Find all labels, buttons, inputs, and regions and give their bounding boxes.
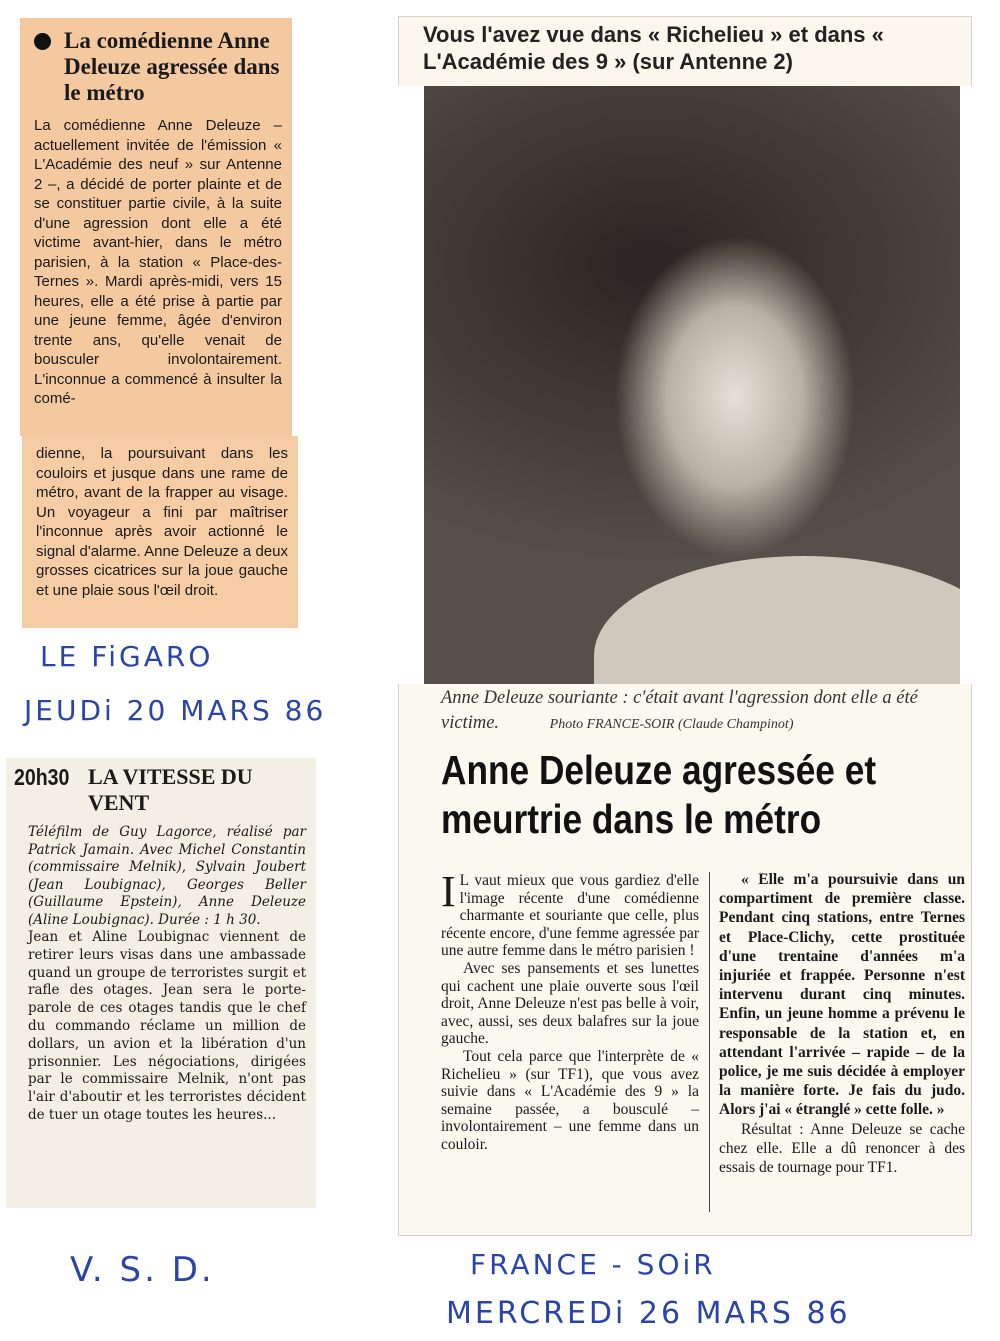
france-soir-header [398,16,972,86]
column-divider [709,872,710,1212]
figaro-article-text-2: dienne, la poursuivant dans les couloirs et jusque dans une rame de métro, avant de la frapper au visage. Un voyageur a fini par maîtriser l'inconnue après avoir actionné le signal d'alarme. Anne Deleuze a deux grosses cicatrices sur la joue gauche et une plaie sous l'œil droit. [36,445,288,599]
vsd-title-block [14,764,306,816]
photo-caption: Anne Deleuze souriante : c'était avant l'agression dont elle a été victime. [441,688,918,733]
handwritten-figaro-date: JEUDi 20 MARS 86 [24,694,327,727]
handwritten-fs-source: FRANCE - SOiR [470,1248,716,1281]
vsd-synopsis: Jean et Aline Loubignac viennent de retirer leurs visas dans une ambassade quand un groupe de terroristes surgit et rafle des otages. Jean sera le porte-parole de ces otages tandis que le chef du commando réclame un million de dollars, un avion et la libération d'un prisonnier. Les négociations, dirigées par le commissaire Melnik, n'ont pas l'air d'aboutir et les terroristes décident de tuer un otage toutes les heures... [28,929,306,1123]
article-result: Résultat : Anne Deleuze se cache chez elle. Elle a dû renoncer à des essais de tournage pour TF1. [719,1120,965,1177]
figaro-headline: La comédienne Anne Deleuze agressée dans le métro [64,28,280,105]
photo-caption-block [441,686,961,737]
article-quote: « Elle m'a poursuivie dans un compartiment de première classe. Pendant cinq stations, entre Ternes et Place-Clichy, cette prostituée d'une trentaine d'années m'a injuriée et frappée. Personne n'est intervenu durant cinq minutes. Enfin, un jeune homme a prévenu le responsable de la station et, en attendant l'arrivée – rapide – de la police, je me suis décidée à employer la manière forte. Je fais du judo. Alors j'ai « étranglé » cette folle. » [719,871,965,1119]
bullet-icon [34,33,51,50]
vsd-clipping [6,758,316,1208]
france-soir-kicker: Vous l'avez vue dans « Richelieu » et dans « L'Académie des 9 » (sur Antenne 2) [423,22,884,74]
vsd-program-title: LA VITESSE DU VENT [88,764,253,815]
vsd-credits: Téléfilm de Guy Lagorce, réalisé par Patrick Jamain. Avec Michel Constantin (commissaire Melnik), Sylvain Joubert (Jean Loubignac), Georges Beller (Guillaume Epstein), Anne Deleuze (Aline Loubignac). Durée : 1 h 30. [28,824,306,928]
handwritten-figaro-source: LE FiGARO [40,640,214,673]
article-paragraph-1 [441,867,699,960]
figaro-clipping-bottom [22,436,298,628]
photo-shoulder-shape [594,556,960,684]
portrait-photo [424,86,960,684]
france-soir-article [398,684,972,1236]
figaro-clipping-top [20,18,292,436]
vsd-time: 20h30 [14,764,70,790]
article-paragraph-3: Tout cela parce que l'interprète de « Richelieu » (sur TF1), que vous avez suivie dans « L'Académie des 9 » la semaine passée, a bousculé – involontairement – une femme dans un couloir. [441,1047,699,1153]
article-paragraph-1-text: L vaut mieux que vous gardiez d'elle l'image récente d'une comédienne charmante et souriante que celle, plus récente encore, d'une femme agressée par une autre femme dans le métro parisien ! [441,872,699,960]
article-paragraph-2: Avec ses pansements et ses lunettes qui cachent une plaie ouverte sous l'œil droit, Anne Deleuze n'est pas belle à voir, avec, aussi, ses deux balafres sur la joue gauche. [441,959,699,1048]
drop-cap: I [441,867,456,916]
article-column-right [719,870,965,1177]
figaro-headline-block [34,28,282,106]
photo-credit: Photo FRANCE-SOIR (Claude Champinot) [549,717,794,732]
handwritten-fs-date: MERCREDi 26 MARS 86 [446,1296,851,1331]
article-column-left [441,867,699,1154]
france-soir-headline-text: Anne Deleuze agressée et meurtrie dans le métro [441,747,877,842]
france-soir-headline [441,746,897,844]
figaro-article-text-1: La comédienne Anne Deleuze – actuellement invitée de l'émission « L'Académie des neuf » sur Antenne 2 –, a décidé de porter plainte et de se constituer partie civile, à la suite d'une agression dont elle a été victime avant-hier, dans le métro parisien, à la station « Place-des-Ternes ». Mardi après-midi, vers 15 heures, elle a été prise à partie par une jeune femme, âgée d'environ trente ans, qu'elle venait de bousculer involontairement. L'inconnue a commencé à insulter la comé- [34,117,282,407]
handwritten-vsd-source: V. S. D. [70,1250,215,1290]
